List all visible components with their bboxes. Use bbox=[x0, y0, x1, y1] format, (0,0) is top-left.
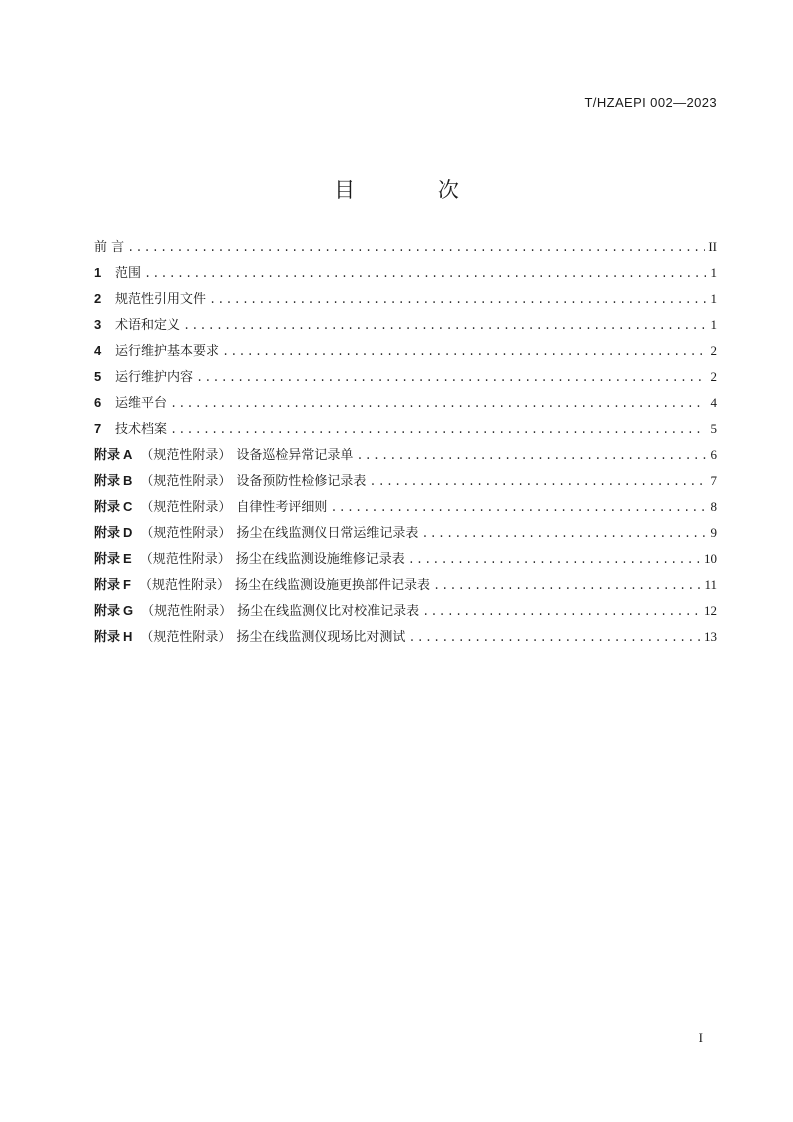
toc-entry-page: II bbox=[708, 239, 717, 254]
dot-leader bbox=[422, 605, 701, 619]
appendix-name: 设备预防性检修记录表 bbox=[236, 474, 367, 489]
dot-leader bbox=[196, 371, 706, 385]
appendix-type: （规范性附录） bbox=[140, 500, 232, 515]
toc-entry-number: 2 bbox=[94, 291, 102, 306]
appendix-type: （规范性附录） bbox=[141, 604, 233, 619]
toc-appendix-h[interactable] bbox=[94, 626, 717, 652]
toc-entry-page: 2 bbox=[710, 343, 717, 358]
toc-entry-3[interactable] bbox=[94, 314, 717, 340]
toc-entry-6[interactable] bbox=[94, 392, 717, 418]
toc-entry-1[interactable] bbox=[94, 262, 717, 288]
appendix-type: （规范性附录） bbox=[139, 552, 231, 567]
appendix-name: 扬尘在线监测设施维修记录表 bbox=[235, 552, 405, 567]
toc-entry-label: 运维平台 bbox=[115, 396, 168, 411]
toc-entry-2[interactable] bbox=[94, 288, 717, 314]
appendix-letter: G bbox=[123, 603, 134, 618]
toc-entry-page: 6 bbox=[710, 447, 717, 462]
toc-appendix-a[interactable] bbox=[94, 444, 717, 470]
appendix-prefix: 附录 bbox=[94, 474, 121, 489]
appendix-letter: B bbox=[123, 473, 133, 488]
toc-entry-number: 3 bbox=[94, 317, 102, 332]
appendix-type: （规范性附录） bbox=[140, 630, 232, 645]
appendix-letter: H bbox=[123, 629, 133, 644]
dot-leader bbox=[330, 501, 706, 515]
dot-leader bbox=[209, 293, 706, 307]
dot-leader bbox=[170, 423, 706, 437]
appendix-prefix: 附录 bbox=[94, 500, 121, 515]
table-of-contents bbox=[94, 236, 717, 652]
page-title: 目 次 bbox=[334, 178, 497, 202]
toc-entry-page: 9 bbox=[710, 525, 717, 540]
toc-entry-page: 12 bbox=[704, 603, 717, 618]
appendix-letter: C bbox=[123, 499, 133, 514]
appendix-type: （规范性附录） bbox=[140, 526, 232, 541]
appendix-prefix: 附录 bbox=[94, 552, 121, 567]
toc-entry-label: 前 言 bbox=[94, 240, 125, 255]
appendix-prefix: 附录 bbox=[94, 448, 121, 463]
toc-entry-5[interactable] bbox=[94, 366, 717, 392]
toc-entry-7[interactable] bbox=[94, 418, 717, 444]
appendix-prefix: 附录 bbox=[94, 630, 121, 645]
toc-entry-number: 1 bbox=[94, 265, 102, 280]
toc-entry-label: 运行维护基本要求 bbox=[115, 344, 220, 359]
dot-leader bbox=[408, 631, 701, 645]
toc-appendix-b[interactable] bbox=[94, 470, 717, 496]
toc-entry-page: 5 bbox=[710, 421, 717, 436]
toc-entry-page: 2 bbox=[710, 369, 717, 384]
toc-entry-label: 运行维护内容 bbox=[115, 370, 194, 385]
appendix-prefix: 附录 bbox=[94, 578, 121, 593]
toc-appendix-e[interactable] bbox=[94, 548, 717, 574]
dot-leader bbox=[369, 475, 706, 489]
dot-leader bbox=[127, 241, 705, 255]
toc-entry-page: 10 bbox=[704, 551, 717, 566]
appendix-name: 自律性考评细则 bbox=[236, 500, 328, 515]
toc-entry-number: 7 bbox=[94, 421, 102, 436]
dot-leader bbox=[421, 527, 706, 541]
appendix-name: 扬尘在线监测设施更换部件记录表 bbox=[234, 578, 430, 593]
dot-leader bbox=[222, 345, 706, 359]
appendix-name: 设备巡检异常记录单 bbox=[236, 448, 354, 463]
appendix-type: （规范性附录） bbox=[140, 448, 232, 463]
appendix-type: （规范性附录） bbox=[140, 474, 232, 489]
toc-entry-page: 1 bbox=[710, 265, 717, 280]
toc-entry-label: 术语和定义 bbox=[115, 318, 181, 333]
appendix-letter: A bbox=[123, 447, 133, 462]
toc-entry-4[interactable] bbox=[94, 340, 717, 366]
toc-entry-number: 6 bbox=[94, 395, 102, 410]
page-number: I bbox=[698, 1030, 703, 1045]
appendix-name: 扬尘在线监测仪现场比对测试 bbox=[236, 630, 406, 645]
dot-leader bbox=[433, 579, 701, 593]
toc-entry-page: 11 bbox=[704, 577, 717, 592]
appendix-letter: E bbox=[123, 551, 132, 566]
toc-entry-page: 13 bbox=[704, 629, 717, 644]
toc-entry-label: 规范性引用文件 bbox=[115, 292, 207, 307]
toc-entry-page: 1 bbox=[710, 317, 717, 332]
dot-leader bbox=[356, 449, 706, 463]
toc-appendix-g[interactable] bbox=[94, 600, 717, 626]
dot-leader bbox=[170, 397, 706, 411]
appendix-letter: D bbox=[123, 525, 133, 540]
toc-entry-number: 4 bbox=[94, 343, 102, 358]
appendix-letter: F bbox=[123, 577, 131, 592]
toc-entry-label: 技术档案 bbox=[115, 422, 168, 437]
toc-entry-page: 7 bbox=[710, 473, 717, 488]
toc-entry-page: 8 bbox=[710, 499, 717, 514]
toc-entry-page: 4 bbox=[710, 395, 717, 410]
toc-entry-foreword[interactable] bbox=[94, 236, 717, 262]
appendix-prefix: 附录 bbox=[94, 526, 121, 541]
toc-entry-page: 1 bbox=[710, 291, 717, 306]
toc-entry-number: 5 bbox=[94, 369, 102, 384]
appendix-prefix: 附录 bbox=[94, 604, 121, 619]
dot-leader bbox=[408, 553, 701, 567]
dot-leader bbox=[144, 267, 706, 281]
dot-leader bbox=[183, 319, 706, 333]
appendix-name: 扬尘在线监测仪日常运维记录表 bbox=[236, 526, 419, 541]
toc-appendix-c[interactable] bbox=[94, 496, 717, 522]
appendix-name: 扬尘在线监测仪比对校准记录表 bbox=[237, 604, 420, 619]
toc-entry-label: 范围 bbox=[115, 266, 142, 281]
toc-appendix-d[interactable] bbox=[94, 522, 717, 548]
toc-appendix-f[interactable] bbox=[94, 574, 717, 600]
document-code: T/HZAEPI 002—2023 bbox=[584, 95, 717, 110]
appendix-type: （规范性附录） bbox=[138, 578, 230, 593]
